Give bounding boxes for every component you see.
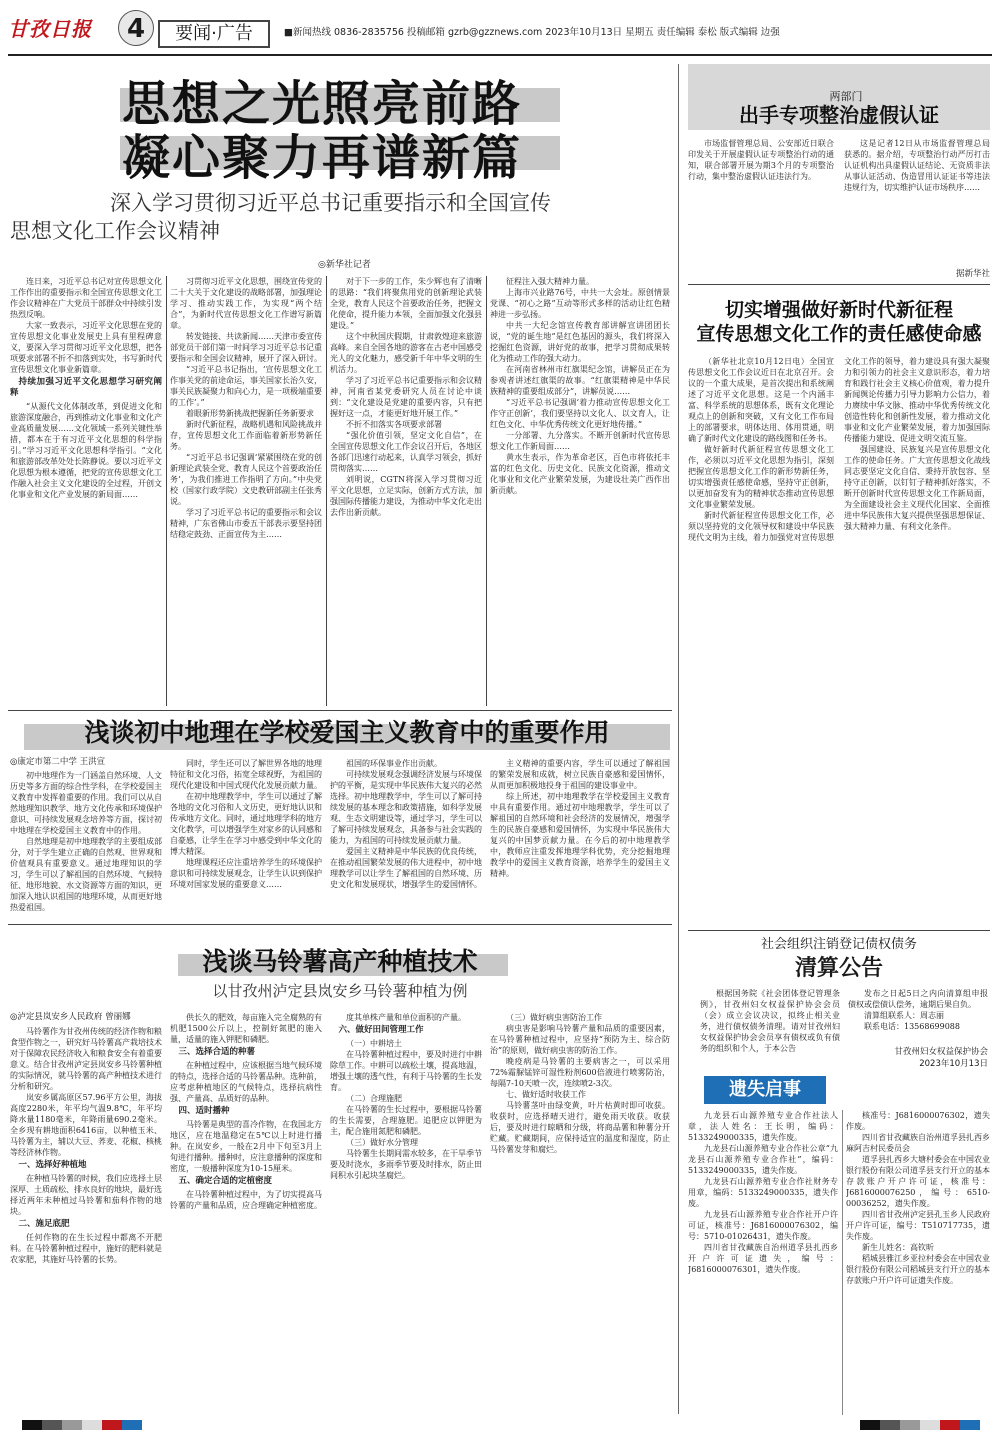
paragraph: 根据国务院《社会团体登记管理条例》，甘孜州妇女权益保护协会会员（会）成立会议决议，拟终止相关业务，进行债权债务清理。请对甘孜州妇女权益保护协会会员享有债权或负有债务的组织和个人，于本公告 <box>700 989 840 1053</box>
section-label: 要闻·广告 <box>158 20 270 48</box>
paragraph: 在种植过程中，应该根据当地气候环境的特点，选择合适的马铃薯品种。选种前，应考虑种植地区的气候特点，选择抗病性强、产量高、品质好的品种。 <box>170 1061 322 1103</box>
paragraph: 综上所述，初中地理教学在学校爱国主义教育中具有重要作用。通过初中地理教学，学生可以了解祖国的自然环境和社会经济的发展情况，增强学生的民族自豪感和爱国情怀，为实现中华民族伟大复兴的中国梦贡献力量。在今后的初中地理教学中，教师应注重发挥地理学科优势，充分挖掘地理教学中的爱国主义教育资源，培养学生的爱国主义精神。 <box>490 792 670 878</box>
subheading: 持续加强习近平文化思想学习研究阐释 <box>10 377 162 398</box>
paragraph: 上海市兴业路76号，中共一大会址。原创情景党课、“初心之路”互动等形式多样的活动让红色精神进一步弘扬。 <box>490 288 670 319</box>
paragraph: 四川省甘孜州泸定县孔玉乡人民政府开户许可证，编号：T510717735，遗失作废。 <box>846 1210 990 1241</box>
paragraph: 同时，学生还可以了解世界各地的地理特征和文化习俗，拓宽全球视野，为祖国的现代化建设和中国式现代化发展贡献力量。 <box>170 759 322 790</box>
page-number-badge: 4 <box>118 10 154 46</box>
paragraph: （一）中耕培土 <box>346 1039 402 1048</box>
article3-title: 浅谈马铃薯高产种植技术 <box>202 947 478 976</box>
paragraph: 任何作物的在生长过程中都离不开肥料。在马铃薯种植过程中，施好的肥料就是农家肥，其施好马铃薯的长势。 <box>10 1233 162 1264</box>
paragraph: 强国建设、民族复兴是宣传思想文化工作的使命任务。广大宣传思想文化战线同志要坚定文化自信、秉持开放包容、坚持守正创新，以钉钉子精神抓好落实，不断开创新时代宣传思想文化工作新局面，为全面建设社会主义现代化国家、全面推进中华民族伟大复兴提供坚强思想保证、强大精神力量、有利文化条件。 <box>844 445 990 531</box>
paragraph: 岚安乡属高原区57.96平方公里，海拔高度2280米，年平均气温9.8℃，年平均降水量1180毫米，年降雨量690.2毫米。全乡现有耕地面积6416亩，以种植玉米、马铃薯为主，辅以大豆、荞麦、花椒、核桃等经济林作物。 <box>10 1093 162 1157</box>
section-divider <box>8 924 672 925</box>
main-subtitle-line2: 思想文化工作会议精神 <box>10 219 220 243</box>
print-color-bar-right <box>860 1420 980 1430</box>
paragraph: 在马铃薯种植过程中，要及时进行中耕除草工作。中耕可以疏松土壤，提高地温，增强土壤的透气性，有利于马铃薯的生长发育。 <box>330 1050 482 1092</box>
article3-col1 <box>10 1026 162 1416</box>
article2-col2 <box>170 758 322 920</box>
paragraph: 这个中秋国庆假期，甘肃敦煌迎来旅游高峰。来自全国各地的游客在古老中国感受光人的文化魅力，感受新千年中华文明的生机活力。 <box>330 332 482 374</box>
header-rule <box>8 54 992 56</box>
paragraph: 在种植马铃薯的时候，我们应选择土层深厚、土质疏松、排水良好的地块，最好选择近两年未种植过马铃薯和茄科作物的地块。 <box>10 1174 162 1216</box>
article3-col2 <box>170 1012 322 1416</box>
main-article-col1 <box>10 276 162 706</box>
paragraph: 度其单株产量和单位面积的产量。 <box>346 1013 466 1022</box>
paragraph: 在马铃薯种植过程中，为了切实提高马铃薯的产量和品质，应合理确定种植密度。 <box>170 1190 322 1210</box>
side-article2-body <box>688 356 990 924</box>
paragraph: “习近平总书记指出，‘宣传思想文化工作事关党的前途命运，事关国家长治久安，事关民族凝聚力和向心力，是一项极端重要的工作’。” <box>170 365 322 407</box>
paragraph: 九龙县石山源养殖专业合作社财务专用章，编码：5133249000335，遗失作废。 <box>688 1177 838 1208</box>
article3-col3 <box>330 1012 482 1416</box>
paragraph: 供长久的肥效，每亩施入完全腐熟的有机肥1500公斤以上，控制好氮肥的施入量，适量的施入钾肥和磷肥。 <box>170 1013 322 1044</box>
paragraph: 联系电话：13568699088 <box>864 1022 960 1031</box>
lost-notice-left <box>688 1110 838 1415</box>
paragraph: （二）合理施肥 <box>346 1094 402 1103</box>
paragraph: 一分部署、九分落实。不断开创新时代宣传思想文化工作新局面…… <box>490 431 670 451</box>
lost-notice-title: 遗失启事 <box>704 1076 826 1104</box>
paragraph: 自然地理是初中地理教学的主要组成部分，对于学生建立正确的自然观、世界观和价值观具有重要意义。通过地理知识的学习，学生可以了解祖国的自然环境、气候特征、地形地貌、水文资源等方面的知识，更加深入地认识祖国的地理环境，从而更好地热爱祖国。 <box>10 837 162 912</box>
paragraph: 马铃薯是典型的喜冷作物，在我国北方地区，应在地温稳定在5℃以上时进行播种。在岚安乡，一般在2月中下旬至3月上旬进行播种。播种时，应注意播种的深度和密度，一般播种深度为10-15厘米。 <box>170 1120 322 1173</box>
side-article2-title-line1: 切实增强做好新时代新征程 <box>724 299 953 321</box>
article2-col3 <box>330 758 482 920</box>
paragraph: 中共一大纪念馆宣传教育部讲解宣讲团团长说，“党的诞生地”是红色基因的源头，我们将深入挖掘红色资源，讲好党的故事，把学习贯彻成果转化为推动工作的强大动力。 <box>490 321 670 363</box>
paragraph: 道孚县扎西乡大塘村委会在中国农业银行股份有限公司道孚县支行开立的基本存款账户开户许可证，核准号：J6816000076250，编号：6510-00036252，遗失作废。 <box>846 1155 990 1208</box>
paragraph: 大家一致表示，习近平文化思想在党的宣传思想文化事业发展史上具有里程碑意义，要深入学习贯彻习近平文化思想，把各项要求部署不折不扣落到实处，书写新时代宣传思想文化事业新篇章。 <box>10 321 162 374</box>
paragraph: “习近平总书记强调‘着力推动宣传思想文化工作守正创新’，我们要坚持以文化人、以文育人，让红色文化、中华优秀传统文化更好地传播。” <box>490 398 670 429</box>
paragraph: 马铃薯生长期间需水较多，在干旱季节要及时浇水，多雨季节要及时排水，防止田间积水引起块茎腐烂。 <box>330 1149 482 1180</box>
paragraph: 市场监督管理总局、公安部近日联合印发关于开展虚假认证专项整治行动的通知，联合部署开展为期3个月的专项整治行动，集中整治虚假认证违法行为。 <box>688 139 834 181</box>
notice-signature: 甘孜州妇女权益保护协会 <box>894 1047 988 1057</box>
paragraph: 转发链接、共读新闻……天津市委宣传部党员干部们第一时间学习习近平总书记重要指示和全国会议精神，展开了深入研讨。 <box>170 332 322 363</box>
paragraph: 不折不扣落实各项要求部署 <box>346 420 442 429</box>
section-divider <box>8 710 672 711</box>
right-column-separator <box>678 64 679 1414</box>
paragraph: 稻城县雅江乡亚拉村委会在中国农业银行股份有限公司稻城县支行开立的基本存款账户开户许可证遗失作废。 <box>846 1254 990 1285</box>
paragraph: 祖国的环保事业作出贡献。 <box>346 759 442 768</box>
paragraph: 对于下一步的工作，朱少辉也有了清晰的思路：“我们将聚焦用党的创新理论武装全党，教育人民这个首要政治任务，把握文化使命，提升能力本领，全面加强文化强县建设。” <box>330 277 482 330</box>
header-info-line: ■新闻热线 0836-2835756 投稿邮箱 gzrb@gzznews.com 2023年10月13日 星期五 责任编辑 泰松 版式编辑 边强 <box>284 27 780 38</box>
article2-byline: ◎康定市第二中学 王洪宣 <box>10 757 106 767</box>
paragraph: 做好新时代新征程宣传思想文化工作，必须以习近平文化思想为指引，深刻把握宣传思想文化工作的新形势新任务，切实增强责任感使命感，坚持守正创新，以更加奋发有为的精神状态推动宣传思想文化事业繁荣发展。 <box>688 445 834 509</box>
paragraph: 在河南省林州市红旗渠纪念馆，讲解员正在为参观者讲述红旗渠的故事。“红旗渠精神是中华民族精神的重要组成部分”，讲解员说…… <box>490 365 670 396</box>
paragraph: 在马铃薯的生长过程中，要根据马铃薯的生长需要，合理施肥。追肥应以钾肥为主，配合施用氮肥和磷肥。 <box>330 1105 482 1136</box>
column-divider <box>842 1110 843 1415</box>
subheading: 六、做好田间管理工作 <box>338 1025 424 1035</box>
paragraph: 连日来，习近平总书记对宣传思想文化工作作出的重要指示和全国宣传思想文化工作会议精神在广大党员干部群众中持续引发热烈反响。 <box>10 277 162 319</box>
paragraph: （新华社北京10月12日电）全国宣传思想文化工作会议近日在北京召开。会议的一个重大成果，是首次提出和系统阐述了习近平文化思想。这是一个内涵丰富、科学系统的思想体系，既有文化理论观点上的创新和突破，又有文化工作布局上的部署要求，明体达用、体用贯通，明确了新时代文化建设的路线图和任务书。 <box>688 357 834 443</box>
main-headline-line2: 凝心聚力再谱新篇 <box>122 130 523 186</box>
notice-pretitle: 社会组织注销登记债权债务 <box>760 937 917 952</box>
paragraph: 初中地理作为一门涵盖自然环境、人文历史等多方面的综合性学科，在学校爱国主义教育中发挥着重要的作用。我们可以从自然地理知识教学、地方文化传承和环境保护意识、可持续发展观念培养等方面，探讨初中地理在学校爱国主义教育中的作用。 <box>10 771 162 835</box>
article2-title: 浅谈初中地理在学校爱国主义教育中的重要作用 <box>84 718 610 747</box>
article2-col1 <box>10 770 162 920</box>
paragraph: 九龙县石山源养殖专业合作社法人章，法人姓名：王长明，编码：5133249000335，遗失作废。 <box>688 1111 838 1142</box>
paragraph: 发布之日起5日之内向清算组申报债权或偿债认偿务，逾期后果自负。 <box>848 989 988 1009</box>
paragraph: 病虫害是影响马铃薯产量和品质的重要因素，在马铃薯种植过程中，应坚持“预防为主、综合防治”的原则，做好病虫害的防治工作。 <box>490 1024 670 1055</box>
paragraph: 九龙县石山源养殖专业合作社公章“九龙县石山源养殖专业合作社”，编码：5133249000335，遗失作废。 <box>688 1144 838 1175</box>
section-divider <box>688 284 990 285</box>
main-byline: ◎新华社记者 <box>318 260 371 270</box>
subheading: 二、施足底肥 <box>18 1219 70 1229</box>
paragraph: 爱国主义精神是中华民族的优良传统，在推动祖国繁荣发展的伟大进程中，初中地理教学可以让学生了解祖国的自然环境、历史文化和发展现状，增强学生的爱国情怀。 <box>330 847 482 889</box>
paragraph: 在初中地理教学中，学生可以通过了解各地的文化习俗和人文历史，更好地认识和传承地方文化。同时，通过地理学科的地方文化教学，可以增强学生对家乡的认同感和自豪感，让学生在学习中感受到中华文化的博大精深。 <box>170 792 322 856</box>
paragraph: 马铃薯作为甘孜州传统的经济作物和粮食型作物之一，研究好马铃薯高产栽培技术对于保障农民经济收入和粮食安全有着重要意义。结合甘孜州泸定县岚安乡马铃薯种植的实际情况，就马铃薯的高产种植技术进行分析和研究。 <box>10 1027 162 1091</box>
paragraph: 学习了习近平总书记重要指示和会议精神，河南省某党委研究人员在讨论中谈到：“文化建设是党建的重要内容，只有把握好这一点，才能更好地开展工作。” <box>330 376 482 418</box>
subheading: 一、选择好种植地 <box>18 1160 87 1170</box>
side-article1-body <box>688 138 990 264</box>
main-article-col4 <box>490 276 670 706</box>
article2-col4 <box>490 758 670 920</box>
paragraph: 习贯彻习近平文化思想，围绕宣传党的二十大关于文化建设的战略部署，加强理论学习、推动实践工作，为实现“两个结合”，为新时代宣传思想文化工作谱写新篇章。 <box>170 277 322 330</box>
column-divider <box>166 276 167 706</box>
side-article2-title-line2: 宣传思想文化工作的责任感使命感 <box>696 323 982 345</box>
main-headline-line1: 思想之光照亮前路 <box>122 76 523 132</box>
paragraph: 晚疫病是马铃薯的主要病害之一，可以采用72%霜脲锰锌可湿性粉剂600倍液进行喷雾防治，每隔7-10天喷一次，连续喷2-3次。 <box>490 1057 670 1088</box>
section-divider <box>688 930 990 931</box>
notice-title: 清算公告 <box>794 956 883 981</box>
side-article1-dept: 两部门 <box>829 90 863 103</box>
newspaper-logo: 甘孜日报 <box>8 17 92 41</box>
paragraph: 黄水生表示，作为革命老区，百色市将依托丰富的红色文化、历史文化、民族文化资源，推动文化事业和文化产业繁荣发展，为建设壮美广西作出新贡献。 <box>490 453 670 495</box>
paragraph: 着眼新形势新挑战把握新任务新要求 <box>186 409 314 418</box>
paragraph: （三）做好水分管理 <box>346 1138 418 1147</box>
main-article-col3 <box>330 276 482 706</box>
paragraph: （三）做好病虫害防治工作 <box>506 1013 602 1022</box>
paragraph: 九龙县石山源养殖专业合作社开户许可证，核准号：J6816000076302，编号：5710-01026431，遗失作废。 <box>688 1210 838 1241</box>
subheading: 三、选择合适的种薯 <box>178 1047 256 1057</box>
subheading: 四、适时播种 <box>178 1106 230 1116</box>
paragraph: 新时代新征程，战略机遇和风险挑战并存，宣传思想文化工作面临着新形势新任务。 <box>170 420 322 451</box>
column-divider <box>486 276 487 706</box>
side-article1-source: 据新华社 <box>955 269 990 279</box>
paragraph: 核准号：J6816000076302，遗失作废。 <box>846 1111 990 1131</box>
notice-date: 2023年10月13日 <box>919 1059 988 1069</box>
paragraph: 新生儿姓名：高钦昕 <box>862 1243 934 1252</box>
paragraph: 主义精神的重要内容，学生可以通过了解祖国的繁荣发展和成就，树立民族自豪感和爱国情怀，从而更加积极地投身于祖国的建设事业中。 <box>490 759 670 790</box>
notice-body-left <box>700 988 840 1068</box>
paragraph: 四川省甘孜藏族自治州道孚县扎西乡麻阿吉村民委员会 <box>846 1133 990 1153</box>
print-color-bar-left <box>22 1420 142 1430</box>
paragraph: 刘明说，CGTN将深入学习贯彻习近平文化思想，立足实际，创新方式方法，加强国际传播能力建设，为推动中华文化走出去作出新贡献。 <box>330 475 482 517</box>
paragraph: 征程注入强大精神力量。 <box>506 277 594 286</box>
paragraph: 马铃薯茎叶由绿变黄，叶片枯黄时即可收获。收获时，应选择晴天进行，避免雨天收获。收获后，要及时进行晾晒和分级，将商品薯和种薯分开贮藏。贮藏期间，应保持适宜的温度和湿度，防止马铃薯发芽和腐烂。 <box>490 1101 670 1154</box>
paragraph: “习近平总书记强调‘紧紧围绕在党的创新理论武装全党、教育人民这个首要政治任务’，为我们推进工作指明了方向。”中央党校（国家行政学院）文史教研部副主任张秀说。 <box>170 453 322 506</box>
side-article1-title: 出手专项整治虚假认证 <box>739 103 939 127</box>
main-subtitle-line1: 深入学习贯彻习近平总书记重要指示和全国宣传 <box>110 191 551 215</box>
column-divider <box>326 276 327 706</box>
notice-body-right <box>848 988 988 1040</box>
paragraph: 可持续发展观念强调经济发展与环境保护的平衡，是实现中华民族伟大复兴的必然选择。初中地理教学中，学生可以了解可持续发展的基本理念和政策措施，如科学发展观、生态文明建设等，通过学习，学生可以了解可持续发展观念，具备参与社会实践的能力，为祖国的可持续发展贡献力量。 <box>330 770 482 845</box>
paragraph: 新时代新征程宣传思想文化工作，必须以坚持党的文化领导权和建设中华民族现代文明为主线，着力加强党对宣传思想文化工作的领导，着力建设具有强大凝聚力和引领力的社会主义意识形态，着力培育和践行社会主义核心价值观，着力提升新闻舆论传播力引导力影响力公信力，着力赓续中华文脉、推动中华优秀传统文化创造性转化和创新性发展，着力推动文化事业和文化产业繁荣发展，着力加强国际传播能力建设、促进文明交流互鉴。 <box>688 357 990 542</box>
article3-col4 <box>490 1012 670 1416</box>
paragraph: 四川省甘孜藏族自治州道孚县扎西乡开户许可证遗失，编号：J6816000076301，遗失作废。 <box>688 1243 838 1274</box>
paragraph: “强化价值引领，坚定文化自信”，在全国宣传思想文化工作会议召开后，各地区各部门迅速行动起来，认真学习领会，抓好贯彻落实…… <box>330 431 482 473</box>
main-article-col2 <box>170 276 322 706</box>
article3-byline: ◎泸定县岚安乡人民政府 曾丽娜 <box>10 1012 131 1022</box>
paragraph: 清算组联系人：周志丽 <box>864 1011 944 1020</box>
lost-notice-right <box>846 1110 990 1415</box>
paragraph: 学习了习近平总书记的重要指示和会议精神，广东省佛山市委五干部表示要坚持团结稳定鼓劲、正面宣传为主…… <box>170 508 322 539</box>
paragraph: 七、做好适时收获工作 <box>506 1090 586 1099</box>
paragraph: 这是记者12日从市场监督管理总局获悉的。据介绍，专项整治行动严厉打击认证机构出具虚假认证结论、无资质非法从事认证活动、伪造冒用认证证书等违法违规行为，切实维护认证市场秩序…… <box>844 139 990 192</box>
article3-subtitle: 以甘孜州泸定县岚安乡马铃薯种植为例 <box>212 982 468 1000</box>
paragraph: “从源代文化体制改革，到促进文化和旅游深度融合，再到推动文化事业和文化产业高质量发展……文化领域一系列关键性举措，都本在于有习近平文化思想的科学指引。”学习习近平文化思想科学指引。“文化和旅游部改革处处长陈静说。要以习近平文化思想为根本遵循，把党的宣传思想文化工作融入社会主义文化建设的全过程，开创文化事业和文化产业发展的新局面…… <box>10 402 162 499</box>
subheading: 五、确定合适的定植密度 <box>178 1176 273 1186</box>
paragraph: 地理课程还应注重培养学生的环境保护意识和可持续发展观念，让学生认识到保护环境对国家发展的重要意义…… <box>170 858 322 889</box>
